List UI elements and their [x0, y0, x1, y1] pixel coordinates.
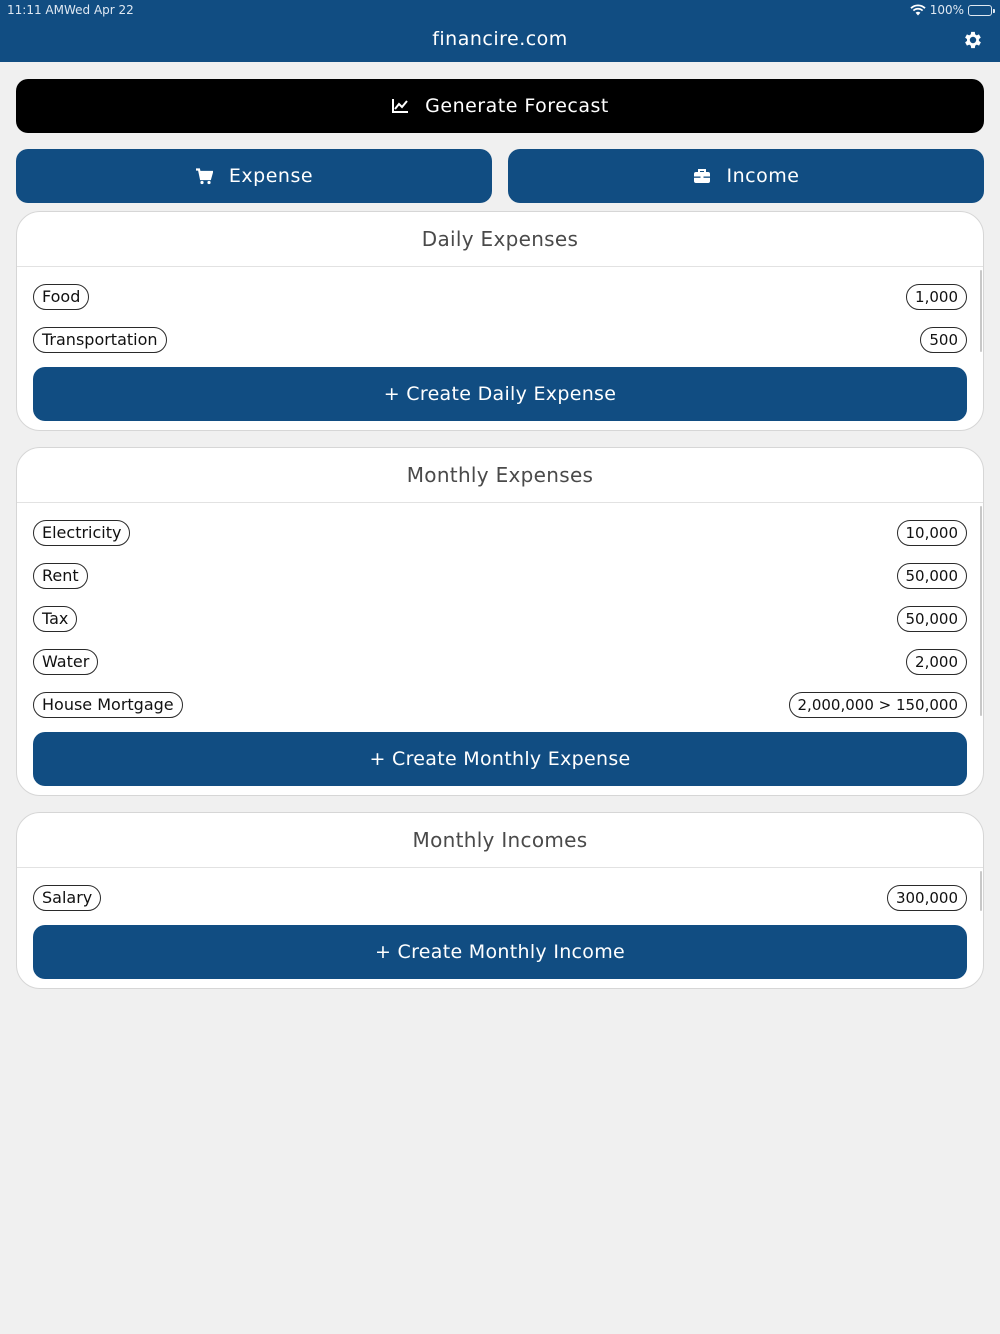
top-bar — [0, 0, 1000, 62]
monthly-expenses-card — [16, 447, 984, 796]
monthly-incomes-title: Monthly Incomes — [17, 813, 983, 868]
expense-value: 10,000 — [897, 520, 968, 546]
list-item[interactable] — [33, 554, 967, 597]
briefcase-icon — [693, 168, 711, 184]
list-item[interactable] — [33, 640, 967, 683]
create-monthly-income-button[interactable]: + Create Monthly Income — [33, 925, 967, 979]
monthly-expenses-title: Monthly Expenses — [17, 448, 983, 503]
expense-value: 2,000,000 > 150,000 — [789, 692, 967, 718]
expense-value: 50,000 — [897, 606, 968, 632]
status-indicators — [910, 3, 992, 17]
monthly-incomes-list — [17, 868, 983, 919]
monthly-incomes-card — [16, 812, 984, 989]
list-item[interactable] — [33, 318, 967, 361]
site-title: financire.com — [432, 28, 568, 50]
daily-expenses-title: Daily Expenses — [17, 212, 983, 267]
expense-name: Tax — [33, 606, 77, 632]
battery-percent: 100% — [929, 3, 964, 17]
list-item[interactable] — [33, 683, 967, 726]
status-date: Wed Apr 22 — [64, 3, 134, 17]
expense-name: Rent — [33, 563, 88, 589]
income-value: 300,000 — [887, 885, 967, 911]
list-item[interactable] — [33, 275, 967, 318]
expense-value: 2,000 — [906, 649, 967, 675]
daily-expenses-list — [17, 267, 983, 361]
expense-button[interactable] — [16, 149, 492, 203]
scrollbar[interactable] — [980, 270, 982, 352]
expense-name: Food — [33, 284, 89, 310]
list-item[interactable] — [33, 876, 967, 919]
income-button[interactable] — [508, 149, 984, 203]
expense-name: Transportation — [33, 327, 167, 353]
gear-icon[interactable] — [962, 29, 984, 51]
create-daily-expense-button[interactable]: + Create Daily Expense — [33, 367, 967, 421]
expense-value: 500 — [920, 327, 967, 353]
list-item[interactable] — [33, 511, 967, 554]
expense-name: Water — [33, 649, 98, 675]
list-item[interactable] — [33, 597, 967, 640]
expense-label: Expense — [228, 165, 314, 187]
chart-line-icon — [391, 98, 409, 114]
wifi-icon — [910, 4, 926, 16]
monthly-expenses-list — [17, 503, 983, 726]
status-time: 11:11 AM — [7, 3, 64, 17]
income-label: Income — [726, 165, 800, 187]
generate-forecast-button[interactable] — [16, 79, 984, 133]
scrollbar[interactable] — [980, 871, 982, 911]
expense-name: Electricity — [33, 520, 130, 546]
income-name: Salary — [33, 885, 101, 911]
battery-icon — [968, 5, 992, 16]
daily-expenses-card — [16, 211, 984, 431]
expense-value: 50,000 — [897, 563, 968, 589]
generate-forecast-label: Generate Forecast — [425, 95, 609, 117]
create-monthly-expense-button[interactable]: + Create Monthly Expense — [33, 732, 967, 786]
shopping-cart-icon — [195, 168, 213, 185]
expense-value: 1,000 — [906, 284, 967, 310]
expense-name: House Mortgage — [33, 692, 183, 718]
scrollbar[interactable] — [980, 506, 982, 716]
